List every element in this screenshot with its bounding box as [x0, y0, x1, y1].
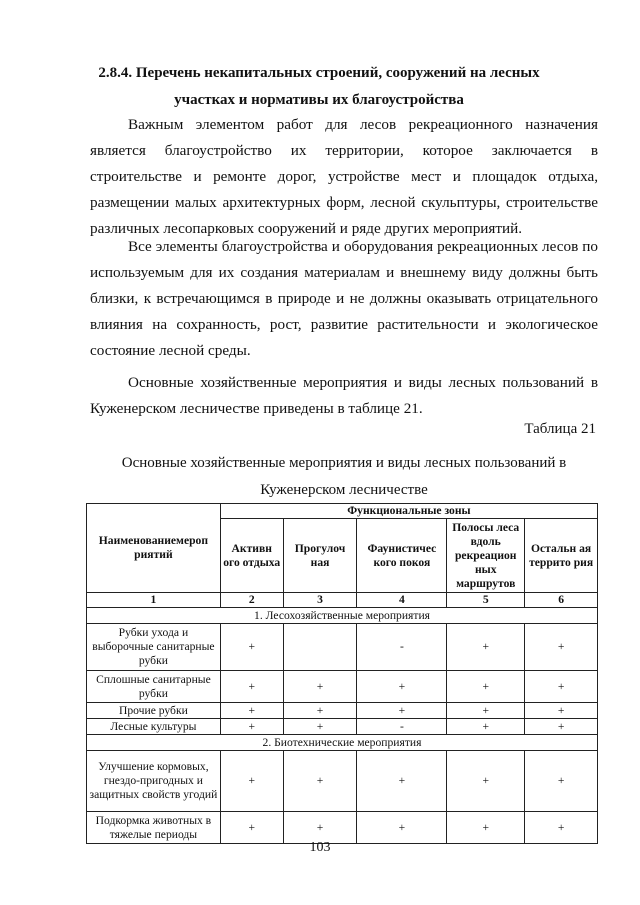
- cell: +: [220, 719, 283, 735]
- cell: +: [525, 812, 598, 844]
- cell: +: [447, 719, 525, 735]
- cell: +: [447, 751, 525, 812]
- cell: +: [525, 719, 598, 735]
- cell: +: [525, 624, 598, 671]
- row-name: Лесные культуры: [87, 719, 221, 735]
- cell: +: [220, 703, 283, 719]
- table-label: Таблица 21: [524, 421, 596, 437]
- cell: +: [283, 719, 357, 735]
- cell: +: [220, 812, 283, 844]
- cell: +: [283, 812, 357, 844]
- column-number: 4: [357, 593, 447, 608]
- table-title-line-2: Куженерском лесничестве: [260, 482, 428, 498]
- paragraph-1: Важным элементом работ для лесов рекреационного назначения является благоустройство их территории, которое заключается в строительстве и ремонте дорог, устройстве мест и площадок отдыха, размещении малых архитектурных форм, лесной скульптуры, строительстве различных лесопарковых сооружений и ряде других мероприятий.: [90, 116, 598, 238]
- table-title: [90, 450, 598, 504]
- table-row: [87, 671, 598, 703]
- measures-table: [86, 503, 598, 844]
- cell: +: [283, 671, 357, 703]
- section-row: [87, 608, 598, 624]
- cell: [283, 624, 357, 671]
- zones-group-header: Функциональные зоны: [220, 504, 597, 519]
- cell: +: [357, 812, 447, 844]
- column-number: 3: [283, 593, 357, 608]
- cell: +: [357, 703, 447, 719]
- section-heading: [96, 60, 542, 114]
- cell: +: [283, 703, 357, 719]
- cell: +: [447, 812, 525, 844]
- column-number: 1: [87, 593, 221, 608]
- column-number: 5: [447, 593, 525, 608]
- header-row-group: [87, 504, 598, 519]
- cell: +: [525, 671, 598, 703]
- paragraph-2: Все элементы благоустройства и оборудования рекреационных лесов по используемым для их создания материалам и внешнему виду должны быть близки, к встречающимся в природе и не должны оказывать отрицательного влияния на сохранность, рост, развитие растительности и экологическое состояние лесной среды.: [90, 238, 598, 360]
- zone-header: Остальн ая террито рия: [525, 519, 598, 593]
- cell: +: [220, 671, 283, 703]
- column-number-row: [87, 593, 598, 608]
- row-name: Рубки ухода и выборочные санитарные рубки: [87, 624, 221, 671]
- cell: +: [220, 751, 283, 812]
- table-row: [87, 719, 598, 735]
- cell: +: [357, 671, 447, 703]
- zone-header: Полосы леса вдоль рекреацион ных маршрутов: [447, 519, 525, 593]
- cell: +: [525, 751, 598, 812]
- table-row: [87, 812, 598, 844]
- heading-line-2: участках и нормативы их благоустройства: [174, 92, 464, 108]
- cell: -: [357, 719, 447, 735]
- row-name: Прочие рубки: [87, 703, 221, 719]
- column-number: 6: [525, 593, 598, 608]
- heading-line-1: 2.8.4. Перечень некапитальных строений, сооружений на лесных: [98, 65, 540, 81]
- cell: +: [525, 703, 598, 719]
- row-name: Улучшение кормовых, гнездо-пригодных и защитных свойств угодий: [87, 751, 221, 812]
- zone-header: Прогулоч ная: [283, 519, 357, 593]
- cell: +: [447, 671, 525, 703]
- section-row: [87, 735, 598, 751]
- paragraph-3: Основные хозяйственные мероприятия и виды лесных пользований в Куженерском лесничестве приведены в таблице 21.: [90, 374, 598, 418]
- cell: +: [283, 751, 357, 812]
- col-header-name: Наименованиемероп риятий: [87, 504, 221, 593]
- cell: +: [447, 703, 525, 719]
- section-title: 1. Лесохозяйственные мероприятия: [87, 608, 598, 624]
- cell: -: [357, 624, 447, 671]
- zone-header: Активн ого отдыха: [220, 519, 283, 593]
- column-number: 2: [220, 593, 283, 608]
- table-row: [87, 751, 598, 812]
- cell: +: [447, 624, 525, 671]
- zone-header: Фаунистичес кого покоя: [357, 519, 447, 593]
- page-number: 103: [309, 840, 331, 855]
- cell: +: [357, 751, 447, 812]
- section-title: 2. Биотехнические мероприятия: [87, 735, 598, 751]
- row-name: Подкормка животных в тяжелые периоды: [87, 812, 221, 844]
- table-row: [87, 703, 598, 719]
- cell: +: [220, 624, 283, 671]
- table-row: [87, 624, 598, 671]
- row-name: Сплошные санитарные рубки: [87, 671, 221, 703]
- table-title-line-1: Основные хозяйственные мероприятия и виды лесных пользований в: [121, 455, 567, 471]
